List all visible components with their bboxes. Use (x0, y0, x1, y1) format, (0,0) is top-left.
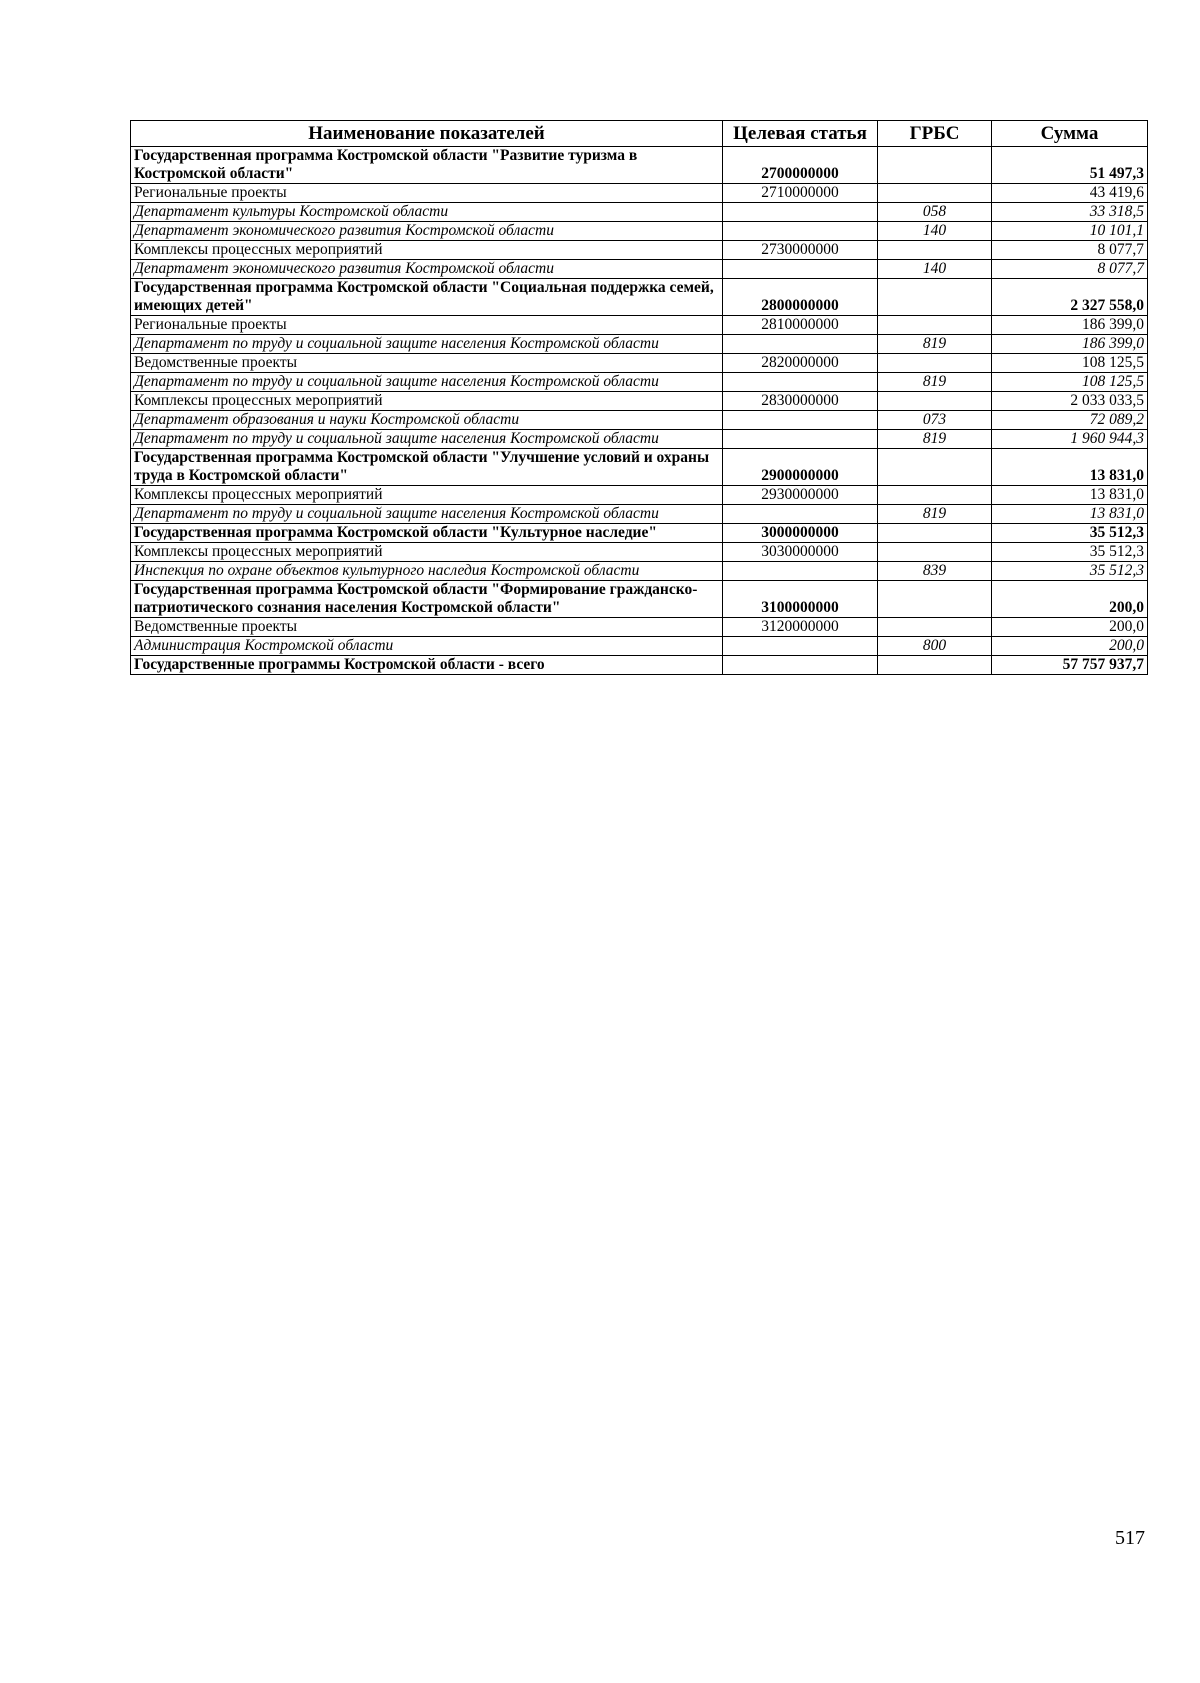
row-sum-cell: 200,0 (992, 618, 1148, 637)
row-grbs-cell (878, 656, 992, 675)
row-code-cell (723, 335, 878, 354)
row-name-cell: Департамент культуры Костромской области (131, 203, 723, 222)
table-row (131, 241, 1148, 260)
table-row (131, 656, 1148, 675)
table-row (131, 260, 1148, 279)
row-grbs-cell (878, 618, 992, 637)
row-code-cell: 2800000000 (723, 279, 878, 316)
row-code-cell: 2820000000 (723, 354, 878, 373)
table-row (131, 354, 1148, 373)
row-name-cell: Инспекция по охране объектов культурного наследия Костромской области (131, 562, 723, 581)
row-grbs-cell: 819 (878, 335, 992, 354)
row-grbs-cell (878, 279, 992, 316)
row-name-cell: Комплексы процессных мероприятий (131, 486, 723, 505)
row-grbs-cell: 140 (878, 222, 992, 241)
row-name-cell: Региональные проекты (131, 184, 723, 203)
row-code-cell: 2900000000 (723, 449, 878, 486)
row-grbs-cell (878, 147, 992, 184)
row-code-cell (723, 430, 878, 449)
table-row (131, 222, 1148, 241)
row-grbs-cell (878, 543, 992, 562)
row-grbs-cell: 819 (878, 505, 992, 524)
row-name-cell: Комплексы процессных мероприятий (131, 241, 723, 260)
row-sum-cell: 35 512,3 (992, 562, 1148, 581)
row-grbs-cell (878, 486, 992, 505)
row-sum-cell: 10 101,1 (992, 222, 1148, 241)
row-code-cell (723, 260, 878, 279)
header-name: Наименование показателей (131, 121, 723, 147)
row-sum-cell: 2 033 033,5 (992, 392, 1148, 411)
row-name-cell: Государственная программа Костромской области "Культурное наследие" (131, 524, 723, 543)
row-code-cell: 2710000000 (723, 184, 878, 203)
row-sum-cell: 2 327 558,0 (992, 279, 1148, 316)
row-grbs-cell (878, 241, 992, 260)
table-row (131, 147, 1148, 184)
row-grbs-cell (878, 354, 992, 373)
row-grbs-cell (878, 449, 992, 486)
row-code-cell: 3100000000 (723, 581, 878, 618)
row-name-cell: Государственная программа Костромской области "Формирование гражданско-патриотического сознания населения Костромской области" (131, 581, 723, 618)
row-sum-cell: 13 831,0 (992, 505, 1148, 524)
table-row (131, 316, 1148, 335)
table-row (131, 203, 1148, 222)
table-row (131, 486, 1148, 505)
header-code: Целевая статья (723, 121, 878, 147)
row-sum-cell: 43 419,6 (992, 184, 1148, 203)
row-name-cell: Департамент экономического развития Костромской области (131, 222, 723, 241)
row-grbs-cell (878, 524, 992, 543)
row-code-cell: 2930000000 (723, 486, 878, 505)
table-row (131, 505, 1148, 524)
row-grbs-cell: 073 (878, 411, 992, 430)
row-code-cell: 3120000000 (723, 618, 878, 637)
row-code-cell: 2700000000 (723, 147, 878, 184)
table-row (131, 373, 1148, 392)
row-code-cell: 2730000000 (723, 241, 878, 260)
row-code-cell (723, 373, 878, 392)
row-sum-cell: 200,0 (992, 637, 1148, 656)
row-sum-cell: 57 757 937,7 (992, 656, 1148, 675)
table-row (131, 562, 1148, 581)
row-grbs-cell (878, 184, 992, 203)
row-name-cell: Ведомственные проекты (131, 354, 723, 373)
row-code-cell (723, 505, 878, 524)
row-code-cell: 2830000000 (723, 392, 878, 411)
row-sum-cell: 186 399,0 (992, 335, 1148, 354)
row-name-cell: Департамент по труду и социальной защите населения Костромской области (131, 430, 723, 449)
row-grbs-cell: 058 (878, 203, 992, 222)
row-grbs-cell (878, 581, 992, 618)
row-code-cell (723, 222, 878, 241)
row-sum-cell: 8 077,7 (992, 241, 1148, 260)
table-row (131, 637, 1148, 656)
header-sum: Сумма (992, 121, 1148, 147)
row-name-cell: Государственные программы Костромской области - всего (131, 656, 723, 675)
row-name-cell: Комплексы процессных мероприятий (131, 543, 723, 562)
row-code-cell (723, 203, 878, 222)
row-sum-cell: 13 831,0 (992, 486, 1148, 505)
table-row (131, 335, 1148, 354)
row-sum-cell: 72 089,2 (992, 411, 1148, 430)
row-code-cell: 2810000000 (723, 316, 878, 335)
row-grbs-cell: 800 (878, 637, 992, 656)
row-code-cell (723, 562, 878, 581)
row-code-cell: 3030000000 (723, 543, 878, 562)
row-sum-cell: 13 831,0 (992, 449, 1148, 486)
row-name-cell: Комплексы процессных мероприятий (131, 392, 723, 411)
row-sum-cell: 108 125,5 (992, 354, 1148, 373)
row-name-cell: Департамент образования и науки Костромской области (131, 411, 723, 430)
table-row (131, 543, 1148, 562)
row-grbs-cell: 819 (878, 430, 992, 449)
row-sum-cell: 35 512,3 (992, 524, 1148, 543)
row-sum-cell: 8 077,7 (992, 260, 1148, 279)
row-sum-cell: 35 512,3 (992, 543, 1148, 562)
row-name-cell: Департамент по труду и социальной защите населения Костромской области (131, 335, 723, 354)
row-name-cell: Администрация Костромской области (131, 637, 723, 656)
row-name-cell: Департамент по труду и социальной защите населения Костромской области (131, 505, 723, 524)
row-name-cell: Ведомственные проекты (131, 618, 723, 637)
row-grbs-cell: 839 (878, 562, 992, 581)
table-row (131, 524, 1148, 543)
table-header-row (131, 121, 1148, 147)
header-grbs: ГРБС (878, 121, 992, 147)
row-grbs-cell: 140 (878, 260, 992, 279)
row-name-cell: Региональные проекты (131, 316, 723, 335)
table-row (131, 581, 1148, 618)
row-sum-cell: 51 497,3 (992, 147, 1148, 184)
row-grbs-cell (878, 392, 992, 411)
budget-table (130, 120, 1148, 675)
table-row (131, 392, 1148, 411)
row-sum-cell: 200,0 (992, 581, 1148, 618)
table-row (131, 430, 1148, 449)
row-sum-cell: 108 125,5 (992, 373, 1148, 392)
row-grbs-cell: 819 (878, 373, 992, 392)
row-sum-cell: 33 318,5 (992, 203, 1148, 222)
row-name-cell: Департамент по труду и социальной защите населения Костромской области (131, 373, 723, 392)
row-name-cell: Государственная программа Костромской области "Развитие туризма в Костромской области" (131, 147, 723, 184)
table-row (131, 411, 1148, 430)
row-name-cell: Департамент экономического развития Костромской области (131, 260, 723, 279)
row-code-cell (723, 656, 878, 675)
table-row (131, 618, 1148, 637)
row-code-cell (723, 637, 878, 656)
row-sum-cell: 1 960 944,3 (992, 430, 1148, 449)
row-sum-cell: 186 399,0 (992, 316, 1148, 335)
table-body (131, 147, 1148, 675)
table-row (131, 184, 1148, 203)
row-grbs-cell (878, 316, 992, 335)
page-number: 517 (1115, 1527, 1145, 1549)
row-name-cell: Государственная программа Костромской области "Социальная поддержка семей, имеющих детей" (131, 279, 723, 316)
row-code-cell: 3000000000 (723, 524, 878, 543)
table-row (131, 279, 1148, 316)
row-name-cell: Государственная программа Костромской области "Улучшение условий и охраны труда в Костромской области" (131, 449, 723, 486)
table-row (131, 449, 1148, 486)
row-code-cell (723, 411, 878, 430)
